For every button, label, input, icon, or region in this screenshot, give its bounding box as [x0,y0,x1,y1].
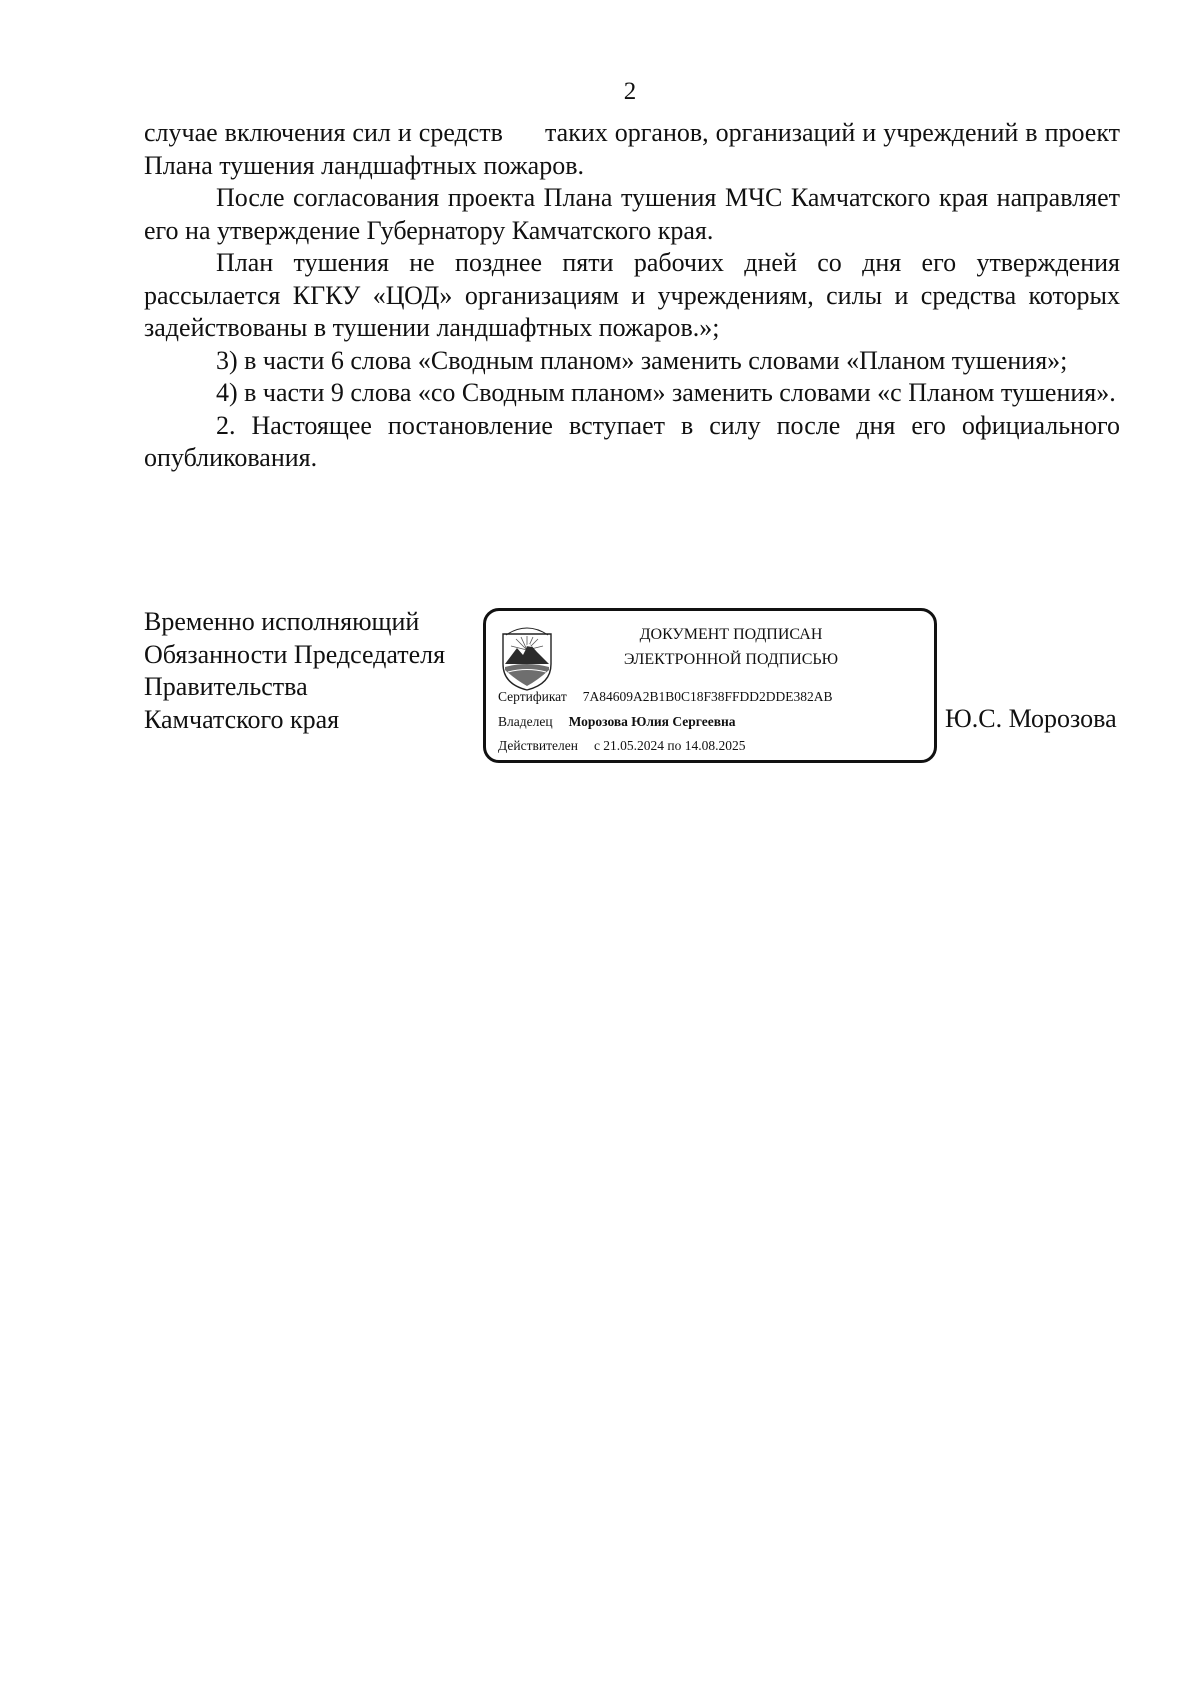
paragraph-distribution: План тушения не позднее пяти рабочих дней со дня его утверждения рассылается КГКУ «ЦОД» организациям и учреждениям, силы и средства которых задействованы в тушении ландшафтных пожаров.»; [144,248,1120,342]
signatory-position-line: Правительства [144,672,308,701]
paragraph-effective-date: 2. Настоящее постановление вступает в силу после дня его официального опубликования. [144,410,1120,472]
signatory-name: Ю.С. Морозова [945,704,1117,733]
stamp-certificate-row [498,689,833,705]
signatory-position-line: Камчатского края [144,704,340,734]
paragraph-continuation: случае включения сил и средств таких органов, организаций и учреждений в проект Плана тушения ландшафтных пожаров. [144,118,1120,180]
document-body [144,117,1120,475]
paragraph-amendment-3: 3) в части 6 слова «Сводным планом» заменить словами «Планом тушения»; [216,345,1068,375]
validity-value: с 21.05.2024 по 14.08.2025 [593,738,746,753]
signatory-position-line: Временно исполняющий [144,607,420,636]
page-number: 2 [623,78,637,105]
stamp-owner-row [498,714,736,730]
electronic-signature-stamp [483,608,937,763]
paragraph-amendment-4: 4) в части 9 слова «со Сводным планом» заменить словами «с Планом тушения». [216,378,1116,407]
stamp-validity-row [498,738,746,754]
stamp-title-line: ЭЛЕКТРОННОЙ ПОДПИСЬЮ [623,651,839,668]
paragraph-approval: После согласования проекта Плана тушения МЧС Камчатского края направляет его на утверждение Губернатору Камчатского края. [144,183,1120,245]
signatory-position-line: Обязанности Председателя [144,639,446,669]
validity-label: Действителен [498,738,578,753]
certificate-label: Сертификат [498,689,567,704]
kamchatka-coat-of-arms-icon [500,620,554,692]
owner-label: Владелец [498,714,553,729]
certificate-value: 7A84609A2B1B0C18F38FFDD2DDE382AB [582,689,833,704]
owner-value: Морозова Юлия Сергеевна [568,714,736,729]
signatory-position [144,606,445,736]
stamp-title [581,622,881,672]
stamp-title-line: ДОКУМЕНТ ПОДПИСАН [639,626,823,643]
